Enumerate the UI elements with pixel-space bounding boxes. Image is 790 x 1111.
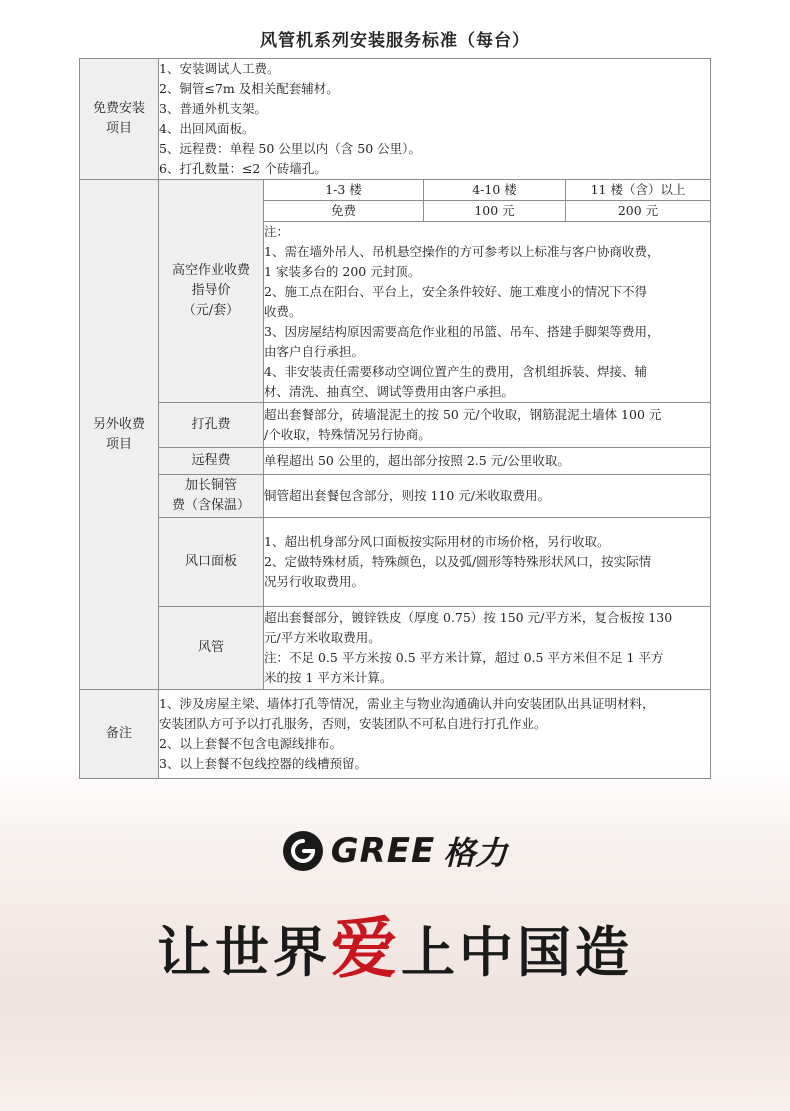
free-install-label: 免费安装 项目 [80, 59, 159, 180]
distance-fee-text: 单程超出 50 公里的，超出部分按照 2.5 元/公里收取。 [264, 448, 711, 475]
list-item: 5、远程费：单程 50 公里以内（含 50 公里）。 [159, 141, 421, 156]
drill-fee-row [80, 403, 711, 448]
floor-price-1: 免费 [264, 201, 424, 222]
gree-logo [0, 828, 790, 874]
vent-panel-text: 1、超出机身部分风口面板按实际用材的市场价格，另行收取。 2、定做特殊材质，特殊颜色，以及弧/圆形等特殊形状风口，按实际情 况另行收取费用。 [264, 518, 711, 607]
extra-charge-label: 另外收费 项目 [80, 180, 159, 690]
duct-text: 超出套餐部分，镀锌铁皮（厚度 0.75）按 150 元/平方米，复合板按 130 元/平方米收取费用。 注：不足 0.5 平方米按 0.5 平方米计算，超过 0.5 平方米但不足 1 平方 米的按 1 平方米计算。 [264, 607, 711, 690]
slogan-part-2: 上中国造 [401, 920, 633, 984]
floor-header-2: 4-10 楼 [424, 180, 566, 201]
gree-logo-cn: 格力 [443, 834, 508, 872]
list-item: 3、普通外机支架。 [159, 101, 267, 116]
duct-label: 风管 [159, 607, 264, 690]
vent-panel-row [80, 518, 711, 607]
free-install-row [80, 59, 711, 180]
list-item: 4、出回风面板。 [159, 121, 255, 136]
floor-price-3: 200 元 [566, 201, 711, 222]
copper-fee-row [80, 475, 711, 518]
free-install-items [159, 59, 711, 180]
list-item: 2、铜管≤7m 及相关配套辅材。 [159, 81, 339, 96]
copper-fee-text: 铜管超出套餐包含部分，则按 110 元/米收取费用。 [264, 475, 711, 518]
high-altitude-notes: 注： 1、需在墙外吊人、吊机悬空操作的方可参考以上标准与客户协商收费， 1 家装多台的 200 元封顶。 2、施工点在阳台、平台上，安全条件较好、施工难度小的情况下不得 收费。 3、因房屋结构原因需要高危作业租的吊篮、吊车、搭建手脚架等费用， 由客户自行承担。 4、非安装责任需要移动空调位置产生的费用，含机组拆装、焊接、辅 材、清洗、抽真空、调试等费用由客户承担。 [264, 222, 711, 403]
copper-fee-label: 加长铜管 费（含保温） [159, 475, 264, 518]
slogan [0, 895, 790, 990]
list-item: 1、安装调试人工费。 [159, 61, 280, 76]
floor-price-2: 100 元 [424, 201, 566, 222]
slogan-highlight: 爱 [331, 909, 401, 987]
service-standard-table [79, 58, 711, 779]
drill-fee-text: 超出套餐部分，砖墙混泥土的按 50 元/个收取，钢筋混泥土墙体 100 元 /个收取，特殊情况另行协商。 [264, 403, 711, 448]
floor-header-3: 11 楼（含）以上 [566, 180, 711, 201]
high-altitude-label: 高空作业收费 指导价 （元/套） [159, 180, 264, 403]
remarks-row [80, 690, 711, 779]
remarks-label: 备注 [80, 690, 159, 779]
gree-logo-en: GREE [330, 831, 436, 871]
distance-fee-label: 远程费 [159, 448, 264, 475]
floor-header-1: 1-3 楼 [264, 180, 424, 201]
high-altitude-header-row [80, 180, 711, 201]
page-title: 风管机系列安装服务标准（每台） [260, 31, 530, 51]
vent-panel-label: 风口面板 [159, 518, 264, 607]
list-item: 6、打孔数量：≤2 个砖墙孔。 [159, 161, 327, 176]
duct-row [80, 607, 711, 690]
distance-fee-row [80, 448, 711, 475]
drill-fee-label: 打孔费 [159, 403, 264, 448]
gree-emblem-icon [283, 831, 323, 871]
slogan-part-1: 让世界 [157, 920, 331, 984]
remarks-text: 1、涉及房屋主梁、墙体打孔等情况，需业主与物业沟通确认并向安装团队出具证明材料， 安装团队方可予以打孔服务，否则，安装团队不可私自进行打孔作业。 2、以上套餐不包含电源线排布。 3、以上套餐不包线控器的线槽预留。 [159, 690, 711, 779]
